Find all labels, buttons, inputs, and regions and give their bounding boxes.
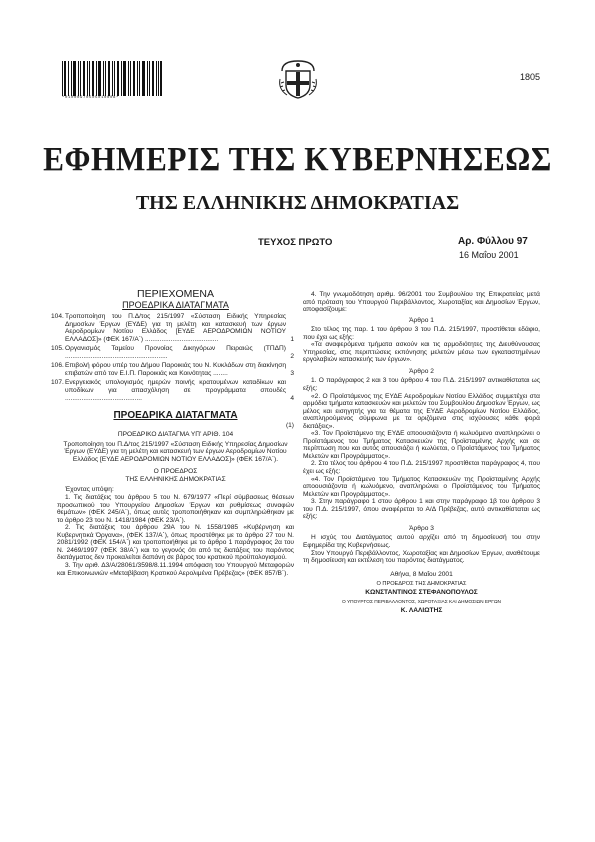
paragraph: Στον Υπουργό Περιβάλλοντος, Χωροταξίας και Δημοσίων Έργων, αναθέτουμε τη δημοσίευση και εκτέλεση του παρόντος διατάγματος.	[303, 549, 540, 565]
paragraph: Η ισχύς του Διατάγματος αυτού αρχίζει από τη δημοσίευσή του στην Εφημερίδα της Κυβερνήσεως.	[303, 534, 540, 549]
contents-heading: ΠΕΡΙΕΧΟΜΕΝΑ	[136, 288, 215, 300]
article-heading: Άρθρο 1	[409, 316, 434, 324]
page-number: 1805	[519, 72, 540, 82]
quoted-text: «2. Ο Προϊστάμενος της ΕΥΔΕ Αεροδρομίων Νοτίου Ελλάδος συμμετέχει στα αρμόδια τμήματα κατασκευών και μελετών του Συμβουλίου Δημοσίων Έργων, ως μέλος και εισηγητής για τα θέματα της ΕΥΔΕ Αεροδρομίων Νοτίου Ελλάδος, αναπληρούμενος σύμφωνα με τα οριζόμενα στις ισχύουσες κάθε φορά διατάξεις».	[303, 392, 540, 430]
place-date: Αθήνα, 8 Μαΐου 2001	[390, 570, 453, 578]
quoted-text: «3. Τον Προϊστάμενο της ΕΥΔΕ αποουσιάζοντα ή κωλυόμενο αναπληρώνει ο Προϊστάμενος του Τμήματος Κατασκευών της Προϊσταμένης Αρχής και σε περίπτωση που και αυτός απουσιάζει ή κωλύεται, ο Προϊστάμενος του Τμήματος Μελετών και Προγράμματος».	[303, 430, 540, 460]
paragraph: 4. Την γνωμοδότηση αριθμ. 96/2001 του Συμβουλίου της Επικρατείας μετά από πρόταση του Υπουργού Περιβάλλοντος, Χωροταξίας και Δημοσίων Έργων, αποφασίζουμε:	[303, 291, 540, 314]
issue-date: 16 Μαΐου 2001	[459, 250, 519, 260]
barcode-number: *01000970505010008*	[62, 96, 120, 100]
decree-title: Τροποποίηση του Π.Δ/τος 215/1997 «Σύσταση Ειδικής Υπηρεσίας Δημοσίων Έργων (ΕΥΔΕ) για τη μελέτη και κατασκευή των έργων Αεροδρομίων Νοτίου Ελλάδος [ΕΥΔΕ ΑΕΡΟΔΡΟΜΙΩΝ ΝΟΤΙΟΥ ΕΛΛΑΔΟΣ]» (ΦΕΚ 167/Α΄).	[63, 440, 288, 463]
article-heading: Άρθρο 2	[409, 367, 434, 375]
paragraph: 1. Ο παράγραφος 2 και 3 του άρθρου 4 του Π.Δ. 215/1997 αντικαθίσταται ως εξής:	[303, 377, 540, 393]
sheet-number: Αρ. Φύλλου 97	[458, 236, 528, 247]
right-column	[303, 291, 540, 614]
gazette-title: ΕΦΗΜΕΡΙΣ ΤΗΣ ΚΥΒΕΡΝΗΣΕΩΣ	[43, 141, 552, 178]
decree-number: ΠΡΟΕΔΡΙΚΟ ΔΙΑΤΑΓΜΑ ΥΠ’ ΑΡΙΘ. 104	[117, 431, 234, 439]
section-heading: ΠΡΟΕΔΡΙΚΑ ΔΙΑΤΑΓΜΑΤΑ	[113, 410, 238, 422]
paragraph: 2. Στο τέλος του άρθρου 4 του Π.Δ. 215/1997 προστίθεται παράγραφος 4, που έχει ως εξής:	[303, 460, 540, 476]
article-heading: Άρθρο 3	[409, 524, 434, 532]
gazette-subtitle: ΤΗΣ ΕΛΛΗΝΙΚΗΣ ΔΗΜΟΚΡΑΤΙΑΣ	[135, 192, 460, 214]
signatory-name: ΚΩΝΣΤΑΝΤΙΝΟΣ ΣΤΕΦΑΝΟΠΟΥΛΟΣ	[365, 588, 478, 596]
left-column	[51, 288, 294, 577]
toc-item[interactable]: 107. Ενεργειακός υπολογισμός ημερών ποινής κρατουμένων καταδίκων και υποδίκων για απασχόληση σε προγράμματα σπουδές .......................................... 4	[51, 379, 294, 402]
paragraph: 2. Τις διατάξεις του άρθρου 29Α του Ν. 1558/1985 «Κυβέρνηση και Κυβερνητικά Όργανα», (ΦΕΚ 137/Α΄), όπως προστέθηκε με το άρθρο 27 του Ν. 2081/1992 (ΦΕΚ 154/Α΄) και τροποποιήθηκε με το άρθρο 1 παράγραφος 2α του Ν. 2469/1997 (ΦΕΚ 38/Α΄) και το γεγονός ότι από τις διατάξεις του παρόντος διατάγματος δεν προκαλείται δαπάνη σε βάρος του κρατικού προϋπολογισμού.	[57, 524, 294, 562]
toc-item[interactable]: 104. Τροποποίηση του Π.Δ/τος 215/1997 «Σύσταση Ειδικής Υπηρεσίας Δημοσίων Έργων (ΕΥΔΕ) για τη μελέτη και κατασκευή των έργων Αεροδρομίων Νοτίου Ελλάδος [ΕΥΔΕ ΑΕΡΟΔΡΟΜΙΩΝ ΝΟΤΙΟΥ ΕΛΛΑΔΟΣ]» (ΦΕΚ 167/Α΄) ........................................ 1	[51, 313, 294, 343]
minister-role: Ο ΥΠΟΥΡΓΟΣ ΠΕΡΙΒΑΛΛΟΝΤΟΣ, ΧΩΡΟΤΑΞΙΑΣ ΚΑΙ ΔΗΜΟΣΙΩΝ ΕΡΓΩΝ	[342, 600, 501, 606]
signatory-role: Ο ΠΡΟΕΔΡΟΣ ΤΗΣ ΔΗΜΟΚΡΑΤΙΑΣ	[376, 581, 467, 588]
issue-label: ΤΕΥΧΟΣ ΠΡΩΤΟ	[258, 237, 333, 248]
toc-item[interactable]: 105. Οργανισμός Ταμείου Προνοίας Δικηγόρων Πειραιώς (ΤΠΔΠ) ........................................................ 2	[51, 345, 294, 360]
minister-name: Κ. ΛΑΛΙΩΤΗΣ	[400, 606, 443, 614]
coat-of-arms-icon	[277, 57, 319, 101]
footnote-mark: (1)	[285, 421, 294, 429]
contents-subheading: ΠΡΟΕΔΡΙΚΑ ΔΙΑΤΑΓΜΑΤΑ	[122, 299, 229, 310]
paragraph: Στο τέλος της παρ. 1 του άρθρου 3 του Π.Δ. 215/1997, προστίθεται εδάφιο, που έχει ως εξής:	[303, 326, 540, 341]
quoted-text: «4. Τον Προϊστάμενο του Τμήματος Κατασκευών της Προϊσταμένης Αρχής αποουσιάζοντα ή κωλυόμενο, αναπληρώνει ο Προϊστάμενος του Τμήματος Μελετών και Προγράμματος».	[303, 475, 540, 498]
toc-item[interactable]: 106. Επιβολή φόρου υπέρ του Δήμου Παροικιάς του Ν. Κυκλάδων στη διακίνηση επιβατών από τον Ε.Ι.Π. Παροικιάς και Κοινότητας ........ 3	[51, 362, 294, 377]
president-heading: Ο ΠΡΟΕΔΡΟΣ	[153, 468, 198, 476]
paragraph: 1. Τις διατάξεις του άρθρου 5 του Ν. 679/1977 «Περί σύμβασεως θέσεων προσωπικού του Υπουργείου Δημοσίων Έργων και ρυθμίσεως συναφών θεμάτων» (ΦΕΚ 245/Α΄), όπως αυτές τροποποιήθηκαν και συμπληρώθηκαν με το άρθρο 23 του Ν. 1418/1984 (ΦΕΚ 23/Α΄).	[57, 494, 294, 524]
paragraph: 3. Την αριθ. Δ3/Α/28061/3598/8.11.1994 απόφαση του Υπουργού Μεταφορών και Επικοινωνιών «Μεταβίβαση Κρατικού Αερολιμένα Πρέβεζας» (ΦΕΚ 857/Β΄).	[57, 561, 294, 577]
quoted-text: «Τα αναφερόμενα τμήματα ασκούν και τις αρμοδιότητες της Διευθύνουσας Υπηρεσίας, στις περιπτώσεις εκπόνησης μελετών μέσω των εγκαταστημένων εργολαβιών κατασκευής των έργων».	[303, 341, 540, 364]
barcode	[62, 61, 162, 96]
paragraph: 3. Στην παράγραφο 1 στου άρθρου 1 και στην παράγραφο 1β του άρθρου 3 του Π.Δ. 215/1997, όπου αναφέρεται το Α/Δ Πρέβεζας, αυτό αντικαθίσταται ως εξής:	[303, 498, 540, 521]
having-regard: Έχοντας υπόψη:	[65, 486, 114, 494]
president-subheading: ΤΗΣ ΕΛΛΗΝΙΚΗΣ ΔΗΜΟΚΡΑΤΙΑΣ	[125, 475, 226, 483]
